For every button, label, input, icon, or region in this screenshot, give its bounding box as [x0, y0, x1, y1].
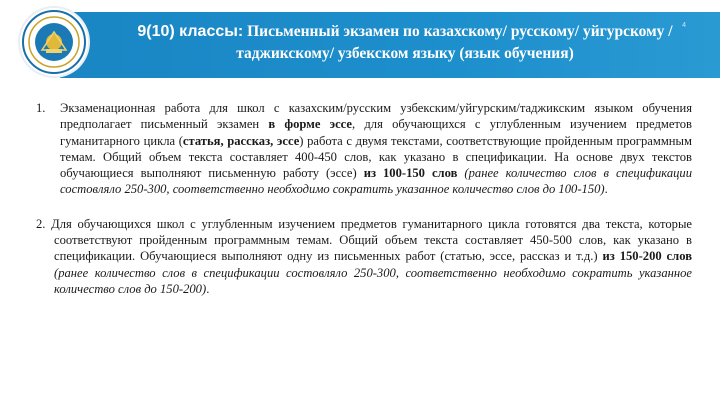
list-item — [36, 216, 692, 297]
title-exam: Письменный экзамен по казахскому/ русскому/ уйгурскому / таджикскому/ узбекском языку (язык обучения) — [236, 23, 673, 62]
item-bold: из 150-200 слов — [602, 249, 693, 264]
item-bold: из 100-150 слов — [363, 166, 458, 181]
item-number: 1. — [36, 101, 46, 115]
item-bold: статья, рассказ, эссе — [182, 133, 300, 148]
item-text: ) работа с двумя текстами, соответствующие пройденным программным темам. Общий объем текста составляет 400-450 слов, как указано в спецификации. На основе двух текстов обучающиеся выполняют письменную работу (эссе) — [60, 133, 692, 181]
list-item — [36, 100, 692, 198]
slide-title — [100, 21, 710, 65]
item-italic: (ранее количество слов в спецификации состовляло 250-300, соответственно необходимо сократить указанное количество слов до 100-150) — [60, 166, 693, 197]
item-text: Экзаменационная работа для школ с казахским/русским узбекским/уйгурским/таджикским языком обучения предполагает письменный экзамен — [60, 101, 692, 132]
item-text: . — [604, 182, 608, 197]
slide-content — [36, 100, 692, 297]
item-text: Для обучающихся школ с углубленным изучением предметов гуманитарного цикла готовятся два текста, которые соответствуют пройденным программным темам. Общий объем текста составляет 450-500 слов, как указано в спецификации. Обучающиеся выполняют одну из письменных работ (статью, эссе, рассказ и т.д.) — [45, 216, 692, 264]
ministry-emblem-icon — [20, 8, 88, 76]
item-italic: (ранее количество слов в спецификации состовляло 250-300, соответственно необходимо сократить указанное количество слов до 150-200) — [54, 265, 692, 296]
slide-header — [0, 0, 720, 82]
item-number: 2. — [36, 216, 46, 231]
item-text: . — [206, 281, 210, 296]
page-number: 4 — [682, 22, 686, 29]
item-text: , для обучающихся с углубленным изучением предметов гуманитарного цикла ( — [60, 117, 692, 148]
title-grade: 9(10) классы: — [137, 23, 244, 40]
item-bold: в форме эссе — [268, 117, 353, 132]
